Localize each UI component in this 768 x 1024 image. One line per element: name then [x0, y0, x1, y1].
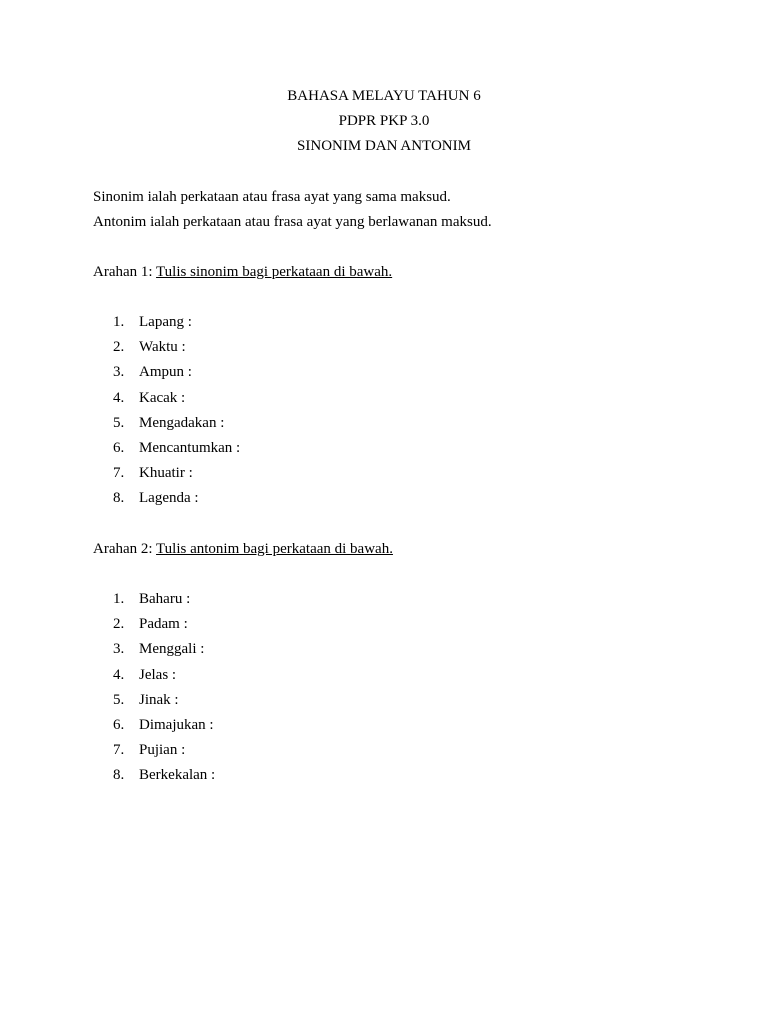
item-word: Jelas :	[139, 666, 177, 683]
subject-title: BAHASA MELAYU TAHUN 6	[287, 88, 481, 104]
item-number: 6.	[113, 716, 125, 733]
instruction-1-text: Tulis sinonim bagi perkataan di bawah.	[156, 264, 393, 280]
item-word: Mencantumkan :	[139, 439, 241, 456]
topic-title: SINONIM DAN ANTONIM	[297, 138, 471, 154]
item-number: 7.	[113, 465, 125, 482]
item-number: 7.	[113, 742, 125, 759]
item-word: Kacak :	[139, 389, 186, 406]
item-number: 4.	[113, 389, 125, 406]
item-word: Berkekalan :	[139, 767, 216, 784]
item-number: 2.	[113, 616, 125, 633]
item-word: Padam :	[139, 616, 188, 633]
item-number: 8.	[113, 490, 125, 507]
item-word: Lagenda :	[139, 490, 199, 507]
item-number: 5.	[113, 691, 125, 708]
item-number: 2.	[113, 339, 125, 356]
item-word: Menggali :	[139, 641, 205, 658]
item-word: Khuatir :	[139, 465, 193, 482]
item-word: Dimajukan :	[139, 716, 214, 733]
document-header	[0, 86, 768, 161]
item-word: Ampun :	[139, 364, 192, 381]
program-title: PDPR PKP 3.0	[338, 113, 430, 129]
item-word: Lapang :	[139, 314, 192, 330]
instruction-2	[93, 539, 393, 559]
instruction-1-prefix: Arahan 1:	[93, 264, 157, 280]
antonim-definition: Antonim ialah perkataan atau frasa ayat yang berlawanan maksud.	[93, 214, 492, 230]
item-number: 5.	[113, 414, 125, 431]
item-number: 6.	[113, 439, 125, 456]
item-number: 1.	[113, 591, 125, 607]
definitions	[93, 187, 492, 237]
item-word: Waktu :	[139, 339, 186, 356]
instruction-2-text: Tulis antonim bagi perkataan di bawah.	[156, 541, 393, 557]
instruction-2-prefix: Arahan 2:	[93, 541, 157, 557]
item-word: Mengadakan :	[139, 414, 225, 431]
item-number: 3.	[113, 641, 125, 658]
item-number: 8.	[113, 767, 125, 784]
sinonim-definition: Sinonim ialah perkataan atau frasa ayat yang sama maksud.	[93, 189, 451, 205]
item-word: Pujian :	[139, 742, 186, 759]
item-number: 1.	[113, 314, 125, 330]
item-number: 4.	[113, 666, 125, 683]
item-word: Baharu :	[139, 591, 191, 607]
item-word: Jinak :	[139, 691, 179, 708]
item-number: 3.	[113, 364, 125, 381]
instruction-1	[93, 262, 392, 282]
